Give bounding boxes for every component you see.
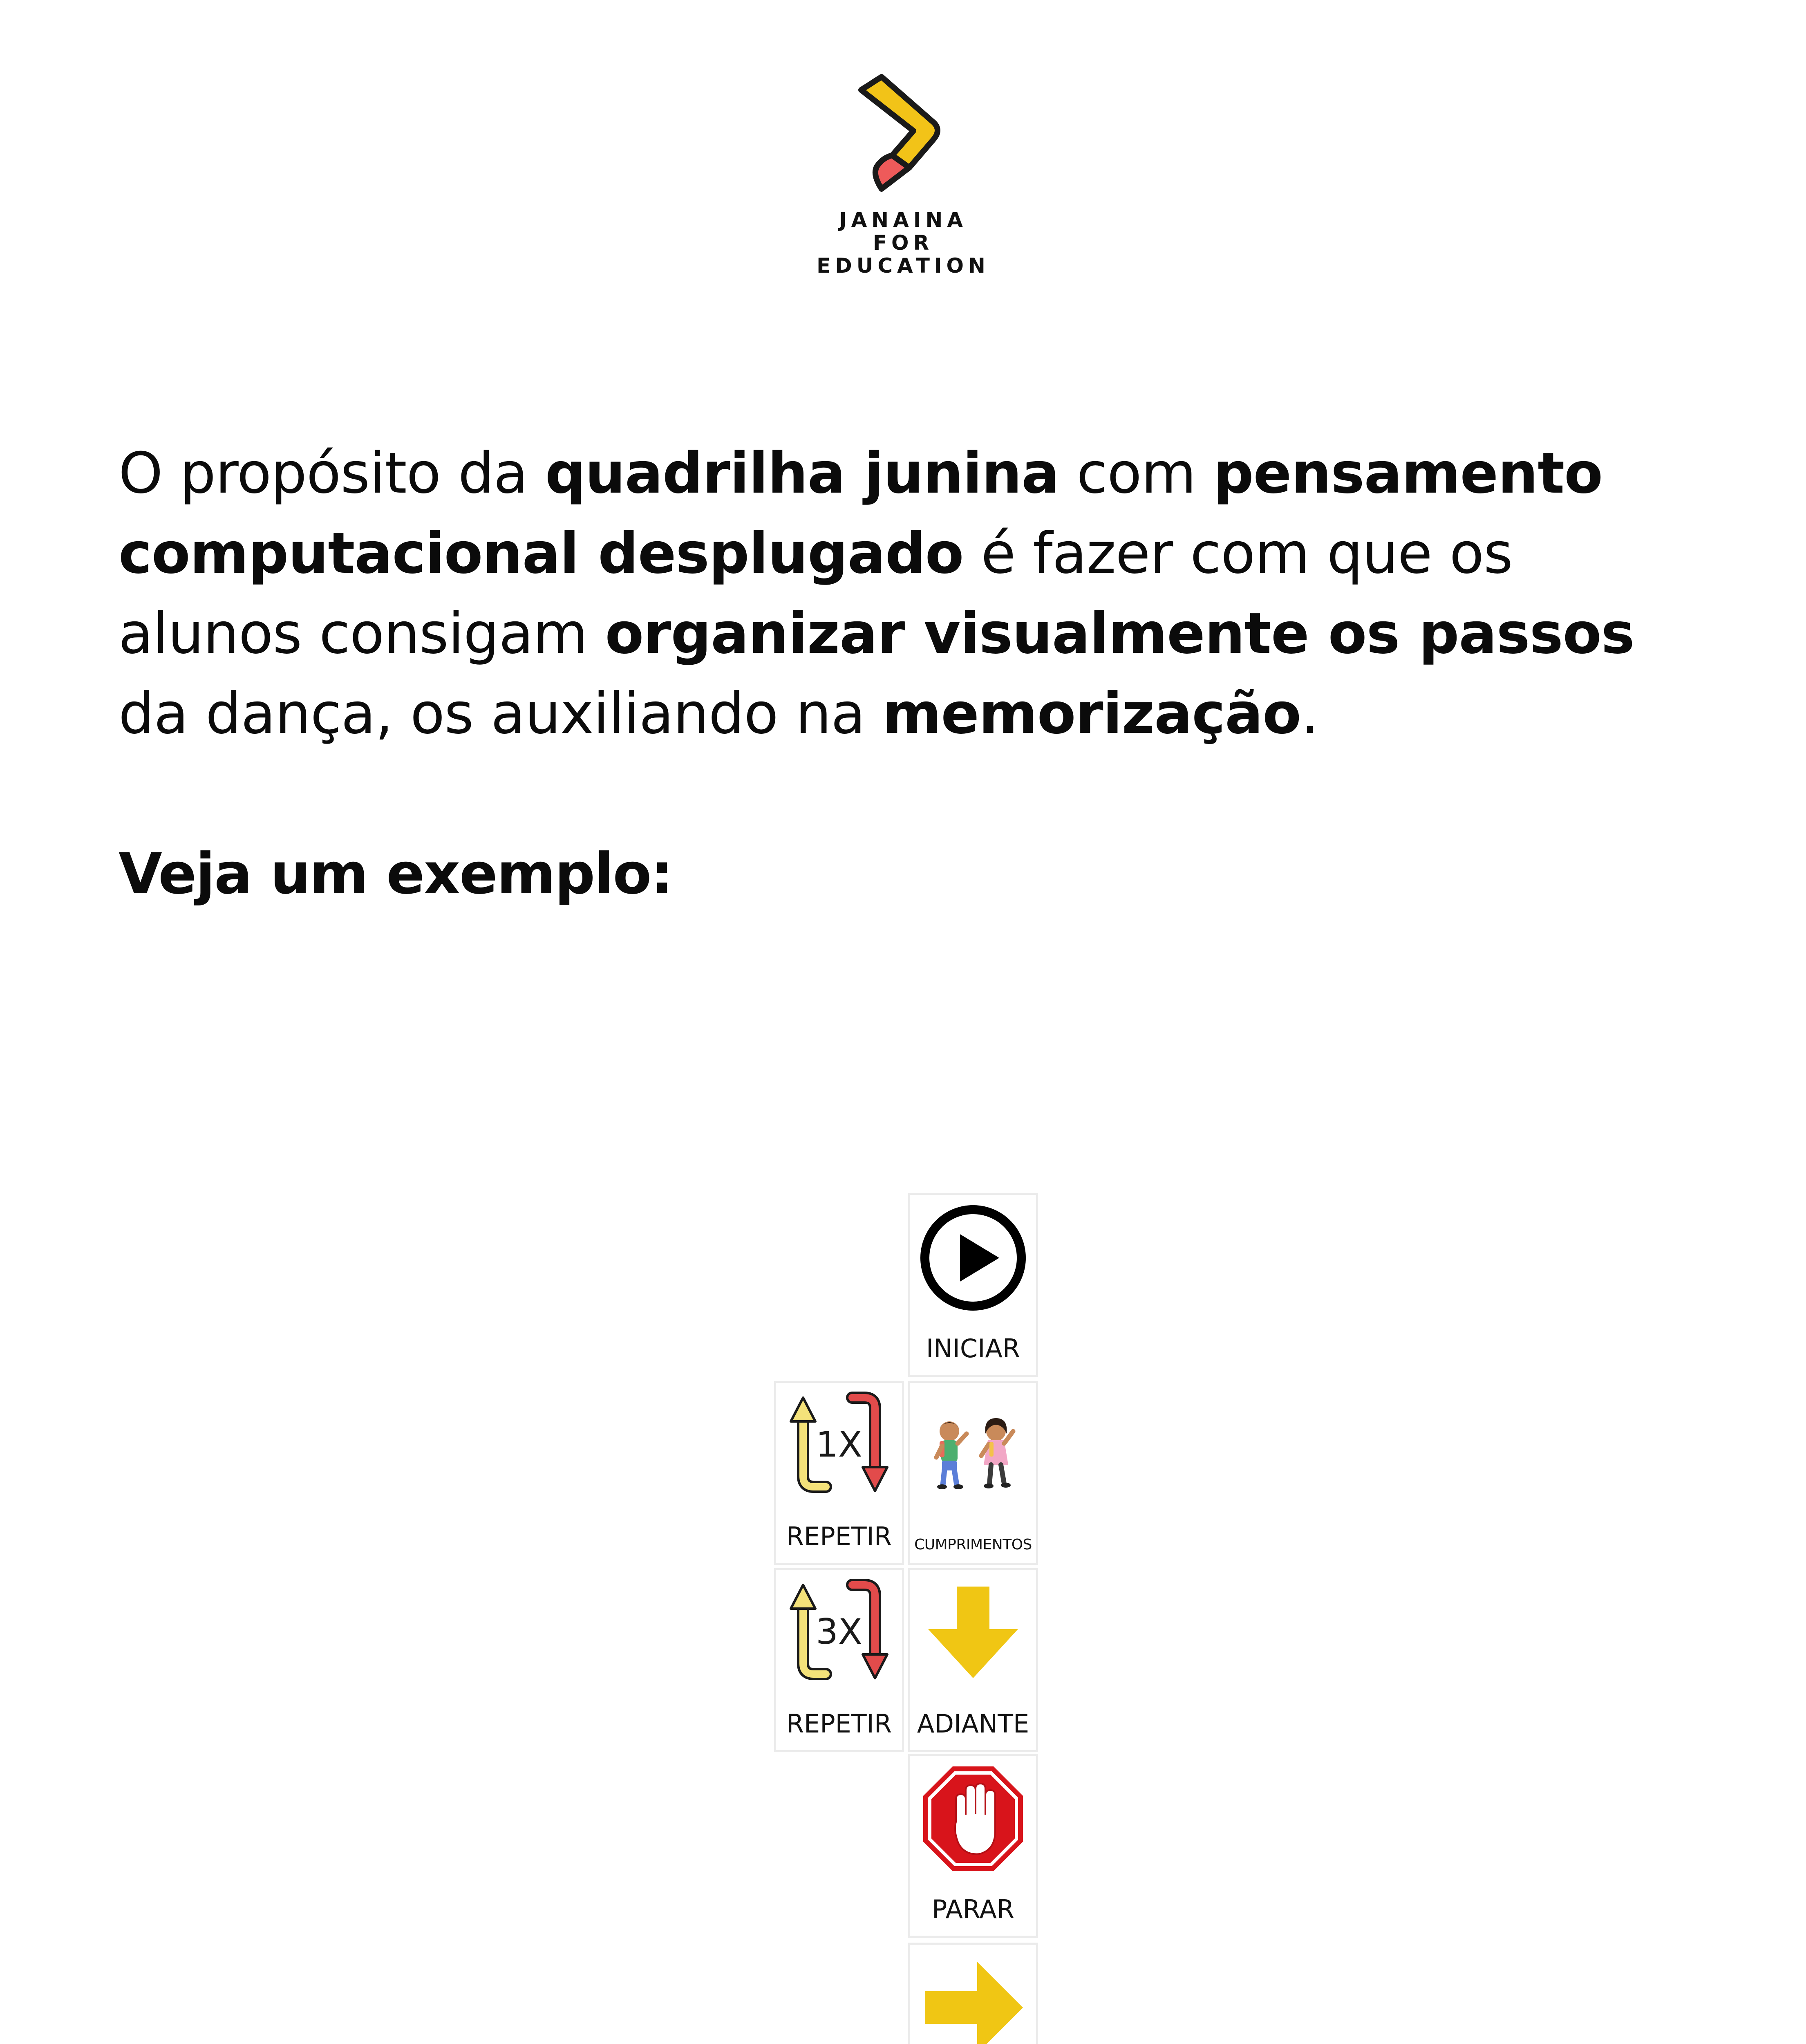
card-adiante bbox=[908, 1568, 1038, 1752]
example-heading: Veja um exemplo: bbox=[119, 841, 673, 907]
card-label: PARAR bbox=[932, 1894, 1014, 1924]
card-parar bbox=[908, 1754, 1038, 1938]
card-label: ADIANTE bbox=[917, 1709, 1029, 1739]
repeat-loop-icon bbox=[782, 1576, 896, 1690]
card-label: REPETIR bbox=[786, 1709, 892, 1739]
arrow-down-icon bbox=[916, 1576, 1030, 1690]
intro-bold-4: memorização bbox=[882, 681, 1301, 746]
intro-text-2: com bbox=[1059, 440, 1213, 506]
intro-text-1: O propósito da bbox=[119, 440, 545, 506]
card-label: CUMPRIMENTOS bbox=[914, 1536, 1032, 1553]
card-direita bbox=[908, 1943, 1038, 2044]
intro-paragraph bbox=[119, 433, 1712, 754]
card-cumprimentos bbox=[908, 1381, 1038, 1565]
intro-text-4: da dança, os auxiliando na bbox=[119, 681, 883, 746]
card-repetir-1x bbox=[774, 1381, 904, 1565]
logo-line-2: FOR bbox=[873, 231, 934, 255]
logo-wordmark bbox=[801, 208, 1005, 277]
repeat-loop-icon bbox=[782, 1389, 896, 1503]
intro-text-3: é fazer com que os alunos consigam bbox=[119, 520, 1513, 666]
logo-chevron-icon bbox=[848, 74, 954, 192]
card-iniciar bbox=[908, 1193, 1038, 1377]
card-repetir-3x bbox=[774, 1568, 904, 1752]
kids-greeting-icon bbox=[916, 1389, 1030, 1503]
logo-line-3: EDUCATION bbox=[817, 254, 990, 278]
logo-line-1: JANAINA bbox=[839, 208, 967, 232]
intro-bold-2: pensamento computacional desplugado bbox=[119, 440, 1603, 586]
intro-bold-1: quadrilha junina bbox=[545, 440, 1059, 506]
repeat-count: 3X bbox=[816, 1611, 862, 1652]
card-label: REPETIR bbox=[786, 1522, 892, 1551]
intro-bold-3: organizar visualmente os passos bbox=[605, 601, 1634, 666]
brand-logo bbox=[801, 74, 1005, 286]
play-icon bbox=[916, 1201, 1030, 1315]
card-label: INICIAR bbox=[926, 1334, 1020, 1363]
arrow-right-icon bbox=[916, 1950, 1030, 2044]
stop-hand-icon bbox=[916, 1762, 1030, 1876]
repeat-count: 1X bbox=[816, 1424, 862, 1465]
intro-text-5: . bbox=[1301, 681, 1318, 746]
